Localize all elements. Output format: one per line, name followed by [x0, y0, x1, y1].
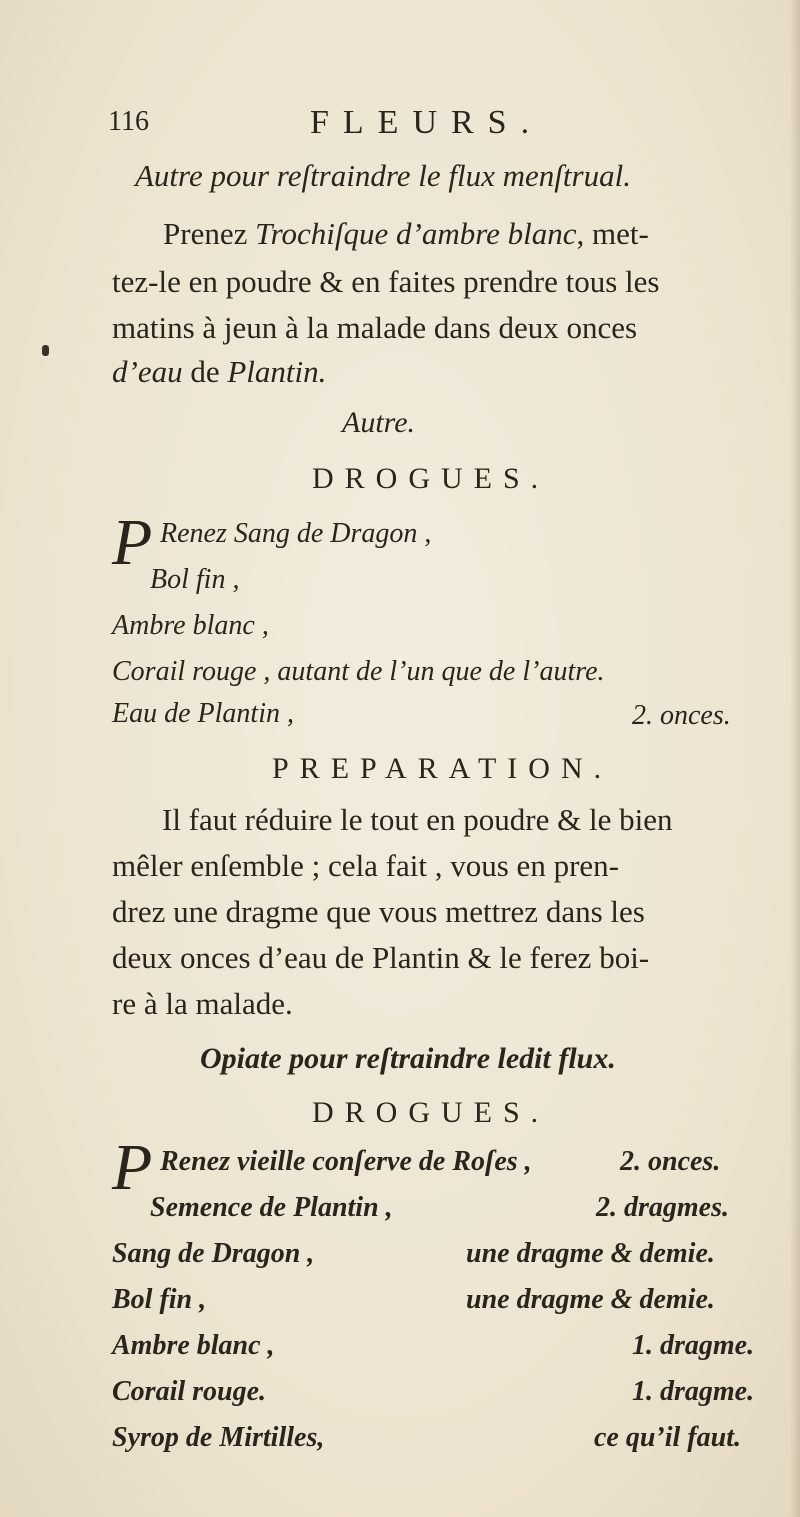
ingredient-line: Syrop de Mirtilles,: [112, 1422, 325, 1453]
drogues-heading: DROGUES.: [312, 462, 550, 495]
section-title-autre: Autre.: [342, 406, 416, 439]
section-title-autre-flux: Autre pour reſtraindre le flux menſtrual.: [135, 158, 631, 193]
section-title-opiate: Opiate pour reſtraindre ledit flux.: [200, 1042, 616, 1075]
ingredient-line: Ambre blanc ,: [112, 1330, 275, 1361]
ingredient-line: Sang de Dragon ,: [112, 1238, 315, 1269]
page-number: 116: [108, 106, 149, 137]
ingredient-line: Eau de Plantin ,: [112, 698, 294, 729]
recipe-line-4: [112, 356, 326, 387]
ingredient-quantity: ce qu’il faut.: [594, 1422, 741, 1453]
ingredient-quantity: 2. onces.: [620, 1146, 721, 1177]
drop-cap: P: [112, 506, 153, 579]
running-title: FLEURS.: [310, 104, 544, 141]
ingredient-line: Semence de Plantin ,: [150, 1192, 393, 1223]
ingredient-line: Corail rouge.: [112, 1376, 267, 1407]
ingredient-quantity: une dragme & demie.: [466, 1284, 715, 1315]
ingredient-quantity: 2. dragmes.: [596, 1192, 729, 1223]
preparation-line: Il faut réduire le tout en poudre & le bien: [162, 802, 673, 837]
ingredient-quantity: 1. dragme.: [632, 1376, 755, 1407]
drop-cap: P: [112, 1131, 153, 1204]
ingredient-quantity: 2. onces.: [632, 700, 731, 731]
page-edge-shadow: [790, 0, 800, 1517]
ingredient-line: Renez vieille conſerve de Roſes ,: [160, 1146, 532, 1177]
recipe-line-3: matins à jeun à la malade dans deux onces: [112, 310, 638, 345]
ingredient-line: Ambre blanc ,: [112, 610, 269, 641]
drogues-heading: DROGUES.: [312, 1096, 550, 1129]
text-run-italic: Trochiſque d’ambre blanc: [255, 216, 577, 251]
preparation-line: mêler enſemble ; cela fait , vous en pren-: [112, 848, 619, 883]
ingredient-line: Bol fin ,: [150, 564, 240, 595]
preparation-line: drez une dragme que vous mettrez dans les: [112, 894, 645, 929]
text-run: de: [182, 354, 228, 389]
preparation-heading: PREPARATION.: [272, 752, 613, 785]
ingredient-line: Corail rouge , autant de l’un que de l’autre.: [112, 656, 605, 687]
text-run: , met-: [576, 216, 649, 251]
recipe-line-2: tez-le en poudre & en faites prendre tous les: [112, 264, 660, 299]
preparation-line: deux onces d’eau de Plantin & le ferez boi-: [112, 940, 650, 975]
text-run-italic: Plantin.: [227, 354, 327, 389]
text-run-italic: d’eau: [112, 354, 183, 389]
recipe-line-1: [163, 218, 649, 249]
text-run: Prenez: [163, 216, 256, 251]
ingredient-line: Renez Sang de Dragon ,: [160, 518, 432, 549]
ingredient-quantity: une dragme & demie.: [466, 1238, 715, 1269]
ink-spot: [42, 345, 49, 356]
preparation-line: re à la malade.: [112, 986, 293, 1021]
ingredient-line: Bol fin ,: [112, 1284, 207, 1315]
ingredient-quantity: 1. dragme.: [632, 1330, 755, 1361]
